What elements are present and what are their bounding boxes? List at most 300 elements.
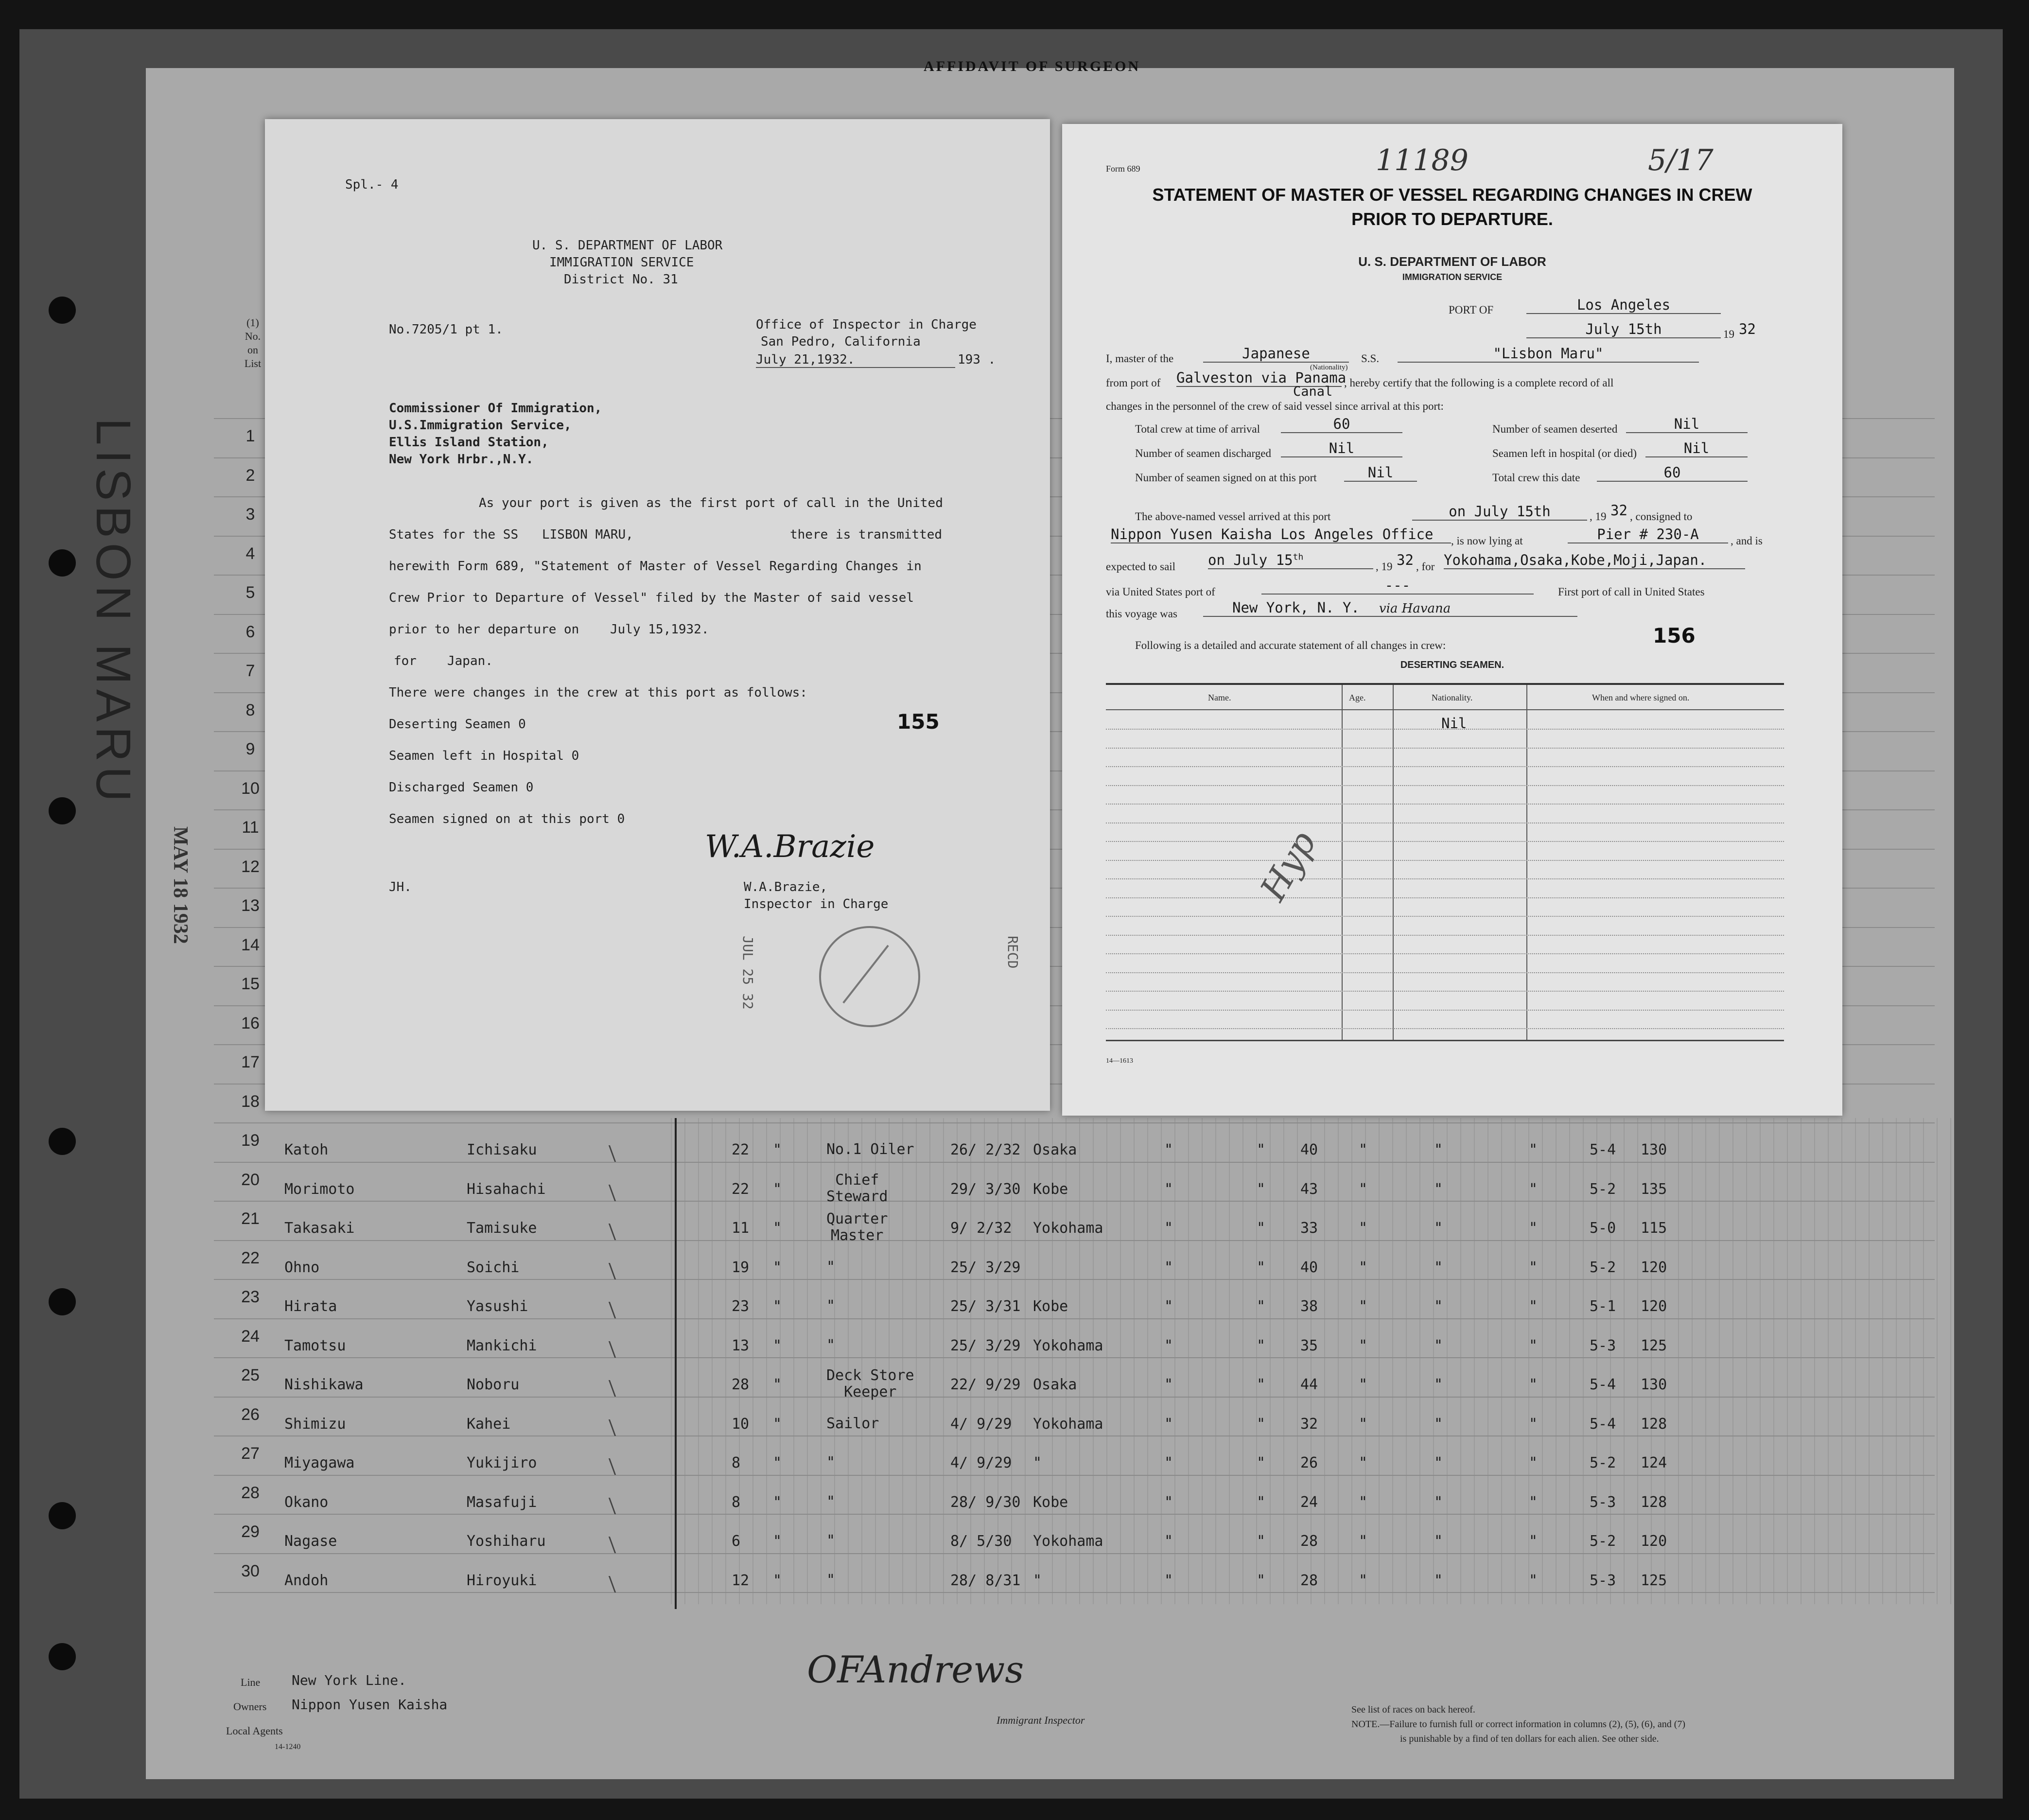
crew-age: 40 — [1300, 1141, 1318, 1158]
ditto-mark: " — [1529, 1533, 1538, 1550]
crew-engaged-place: Kobe — [1033, 1180, 1068, 1198]
letter-date: July 21,1932. — [756, 352, 955, 368]
crew-height: 5-2 — [1590, 1533, 1616, 1550]
footer-form-number: 14-1240 — [275, 1743, 301, 1751]
crew-weight: 115 — [1641, 1220, 1667, 1237]
letter-district: District No. 31 — [564, 272, 678, 287]
table-row-line — [1106, 897, 1784, 899]
port-value: Los Angeles — [1526, 297, 1721, 314]
deserting-seamen-heading: DESERTING SEAMEN. — [1400, 660, 1504, 670]
ditto-mark: " — [1434, 1337, 1443, 1354]
crew-height: 5-1 — [1590, 1298, 1616, 1315]
table-row — [0, 1572, 2029, 1601]
crew-family-name: Ohno — [284, 1259, 320, 1276]
col-header-age: Age. — [1349, 693, 1366, 702]
ditto-mark: " — [1164, 1533, 1173, 1550]
letter-ref: Spl.- 4 — [345, 177, 399, 192]
crew-age: 43 — [1300, 1180, 1318, 1198]
crew-family-name: Morimoto — [284, 1180, 355, 1198]
crew-engaged-date: 8/ 5/30 — [950, 1533, 1012, 1550]
ditto-mark: " — [1164, 1415, 1173, 1433]
row-number: 5 — [245, 583, 255, 602]
table-row-line — [1106, 878, 1784, 880]
crew-given-name: Noboru — [467, 1376, 520, 1393]
col-divider — [1393, 685, 1394, 1040]
table-row-line — [1106, 953, 1784, 955]
letter-address-line: Commissioner Of Immigration, — [389, 401, 602, 416]
sail-label: expected to sail — [1106, 560, 1176, 573]
crew-engaged-place: Yokohama — [1033, 1415, 1103, 1433]
crew-age: 28 — [1300, 1572, 1318, 1589]
row-number: 12 — [241, 857, 260, 876]
letter-address-line: Ellis Island Station, — [389, 435, 549, 450]
crew-weight: 125 — [1641, 1337, 1667, 1354]
column-label-line: on — [247, 344, 258, 356]
crew-given-name: Hiroyuki — [467, 1572, 537, 1589]
letter-signer-title: Inspector in Charge — [744, 897, 889, 911]
check-mark-icon — [600, 1302, 616, 1318]
changes-text: changes in the personnel of the crew of said vessel since arrival at this port: — [1106, 400, 1444, 412]
footer-note-penalty-cont: is punishable by a find of ten dollars for each alien. See other side. — [1400, 1733, 1659, 1744]
column-number: (1) — [246, 316, 259, 329]
ditto-mark: " — [1164, 1493, 1173, 1511]
crew-position-line: Keeper — [844, 1383, 897, 1400]
crew-family-name: Miyagawa — [284, 1454, 355, 1471]
arrived-year: 32 — [1610, 502, 1627, 519]
table-row-line — [1106, 785, 1784, 787]
crew-age: 40 — [1300, 1259, 1318, 1276]
row-number: 19 — [241, 1131, 260, 1150]
year-value: 32 — [1739, 321, 1756, 337]
ditto-mark: " — [1434, 1259, 1443, 1276]
check-mark-icon — [600, 1224, 616, 1240]
ditto-mark: " — [1529, 1180, 1538, 1198]
form-number: Form 689 — [1106, 164, 1140, 174]
ditto-mark: " — [1529, 1220, 1538, 1237]
ditto-mark: " — [773, 1298, 782, 1315]
letter-date-suffix: 193 . — [958, 352, 996, 367]
crew-weight: 120 — [1641, 1298, 1667, 1315]
ditto-mark: " — [1164, 1376, 1173, 1393]
crew-position — [826, 1172, 888, 1205]
column-label-line: List — [244, 357, 262, 369]
sail-year: 32 — [1397, 552, 1414, 568]
row-number: 26 — [241, 1405, 260, 1424]
crew-position-line: Chief — [835, 1171, 879, 1189]
footer-line-label: Line — [241, 1676, 261, 1688]
letter-body-line: There were changes in the crew at this port as follows: — [389, 685, 807, 700]
crew-weight: 128 — [1641, 1415, 1667, 1433]
crew-engaged-date: 4/ 9/29 — [950, 1454, 1012, 1471]
row-number: 2 — [245, 466, 255, 485]
crew-engaged-place: Osaka — [1033, 1141, 1077, 1158]
master-label: I, master of the — [1106, 352, 1174, 365]
letter-page-number: 155 — [897, 710, 940, 734]
col-divider — [1526, 685, 1527, 1040]
row-number: 30 — [241, 1561, 260, 1580]
from-port-value: Galveston via Panama — [1176, 369, 1347, 386]
handwritten-corner-mark: 5/17 — [1648, 143, 1714, 177]
crew-given-name: Masafuji — [467, 1493, 537, 1511]
row-number: 27 — [241, 1444, 260, 1463]
crew-position — [826, 1494, 835, 1510]
row-rule — [214, 1122, 1935, 1123]
ditto-mark: " — [773, 1180, 782, 1198]
form-689 — [1062, 124, 1842, 1116]
crew-age: 24 — [1300, 1493, 1318, 1511]
crew-position — [826, 1337, 835, 1354]
table-row — [0, 1494, 2029, 1523]
crew-position — [826, 1572, 835, 1589]
handwritten-initials: Hyp — [1252, 824, 1324, 908]
lying-label: , is now lying at — [1451, 535, 1523, 547]
arrived-label: The above-named vessel arrived at this port — [1135, 510, 1331, 523]
voyage-label: this voyage was — [1106, 608, 1177, 620]
crew-engaged-date: 25/ 3/29 — [950, 1259, 1021, 1276]
inspector-letter — [265, 119, 1050, 1111]
crew-engaged-place: Osaka — [1033, 1376, 1077, 1393]
row-number: 11 — [242, 818, 259, 837]
ditto-mark: " — [1434, 1572, 1443, 1589]
row-number: 14 — [241, 935, 260, 954]
ditto-mark: " — [1434, 1220, 1443, 1237]
arrived-value: on July 15th — [1412, 503, 1587, 521]
check-mark-icon — [600, 1145, 616, 1162]
table-row — [0, 1259, 2029, 1288]
letter-body-line: there is transmitted — [790, 527, 943, 542]
crew-given-name: Mankichi — [467, 1337, 537, 1354]
crew-weight: 130 — [1641, 1376, 1667, 1393]
crew-engaged-place: " — [1033, 1454, 1042, 1471]
crew-position — [826, 1298, 835, 1314]
crew-engaged-place: Yokohama — [1033, 1533, 1103, 1550]
ditto-mark: " — [1359, 1454, 1368, 1471]
crew-weight: 125 — [1641, 1572, 1667, 1589]
stamp-date: JUL 25 32 — [740, 936, 756, 1010]
ditto-mark: " — [1257, 1337, 1266, 1354]
ditto-mark: " — [1359, 1259, 1368, 1276]
crew-position-line: Master — [831, 1227, 884, 1244]
ditto-mark: " — [1164, 1337, 1173, 1354]
row-number: 23 — [241, 1288, 260, 1306]
form-dept: U. S. DEPARTMENT OF LABOR — [1358, 254, 1546, 269]
ditto-mark: " — [1434, 1180, 1443, 1198]
ditto-mark: " — [1359, 1572, 1368, 1589]
ditto-mark: " — [1434, 1533, 1443, 1550]
footer-line-value: New York Line. — [292, 1672, 407, 1688]
statement-date: July 15th — [1526, 321, 1721, 338]
ditto-mark: " — [773, 1572, 782, 1589]
crew-height: 5-4 — [1590, 1415, 1616, 1433]
crew-years-at-sea: 8 — [732, 1454, 741, 1471]
ditto-mark: " — [1164, 1180, 1173, 1198]
ditto-mark: " — [1359, 1180, 1368, 1198]
crew-position-line: No.1 Oiler — [826, 1141, 914, 1158]
crew-family-name: Nagase — [284, 1533, 337, 1550]
crew-position — [826, 1141, 914, 1158]
ditto-mark: " — [1164, 1298, 1173, 1315]
letter-body-line: for — [394, 654, 417, 668]
crew-weight: 120 — [1641, 1259, 1667, 1276]
crew-position-line: " — [826, 1571, 836, 1589]
crew-weight: 135 — [1641, 1180, 1667, 1198]
ditto-mark: " — [1257, 1298, 1266, 1315]
from-port-value-cont: Canal — [1293, 384, 1333, 399]
check-mark-icon — [600, 1537, 616, 1553]
for-label: , for — [1416, 560, 1435, 573]
letter-body-line: States for the SS — [389, 527, 519, 542]
first-port-label: First port of call in United States — [1558, 586, 1705, 598]
ditto-mark: " — [1434, 1493, 1443, 1511]
year-prefix: 19 — [1723, 328, 1734, 340]
crew-age: 28 — [1300, 1533, 1318, 1550]
ditto-mark: " — [1529, 1415, 1538, 1433]
ditto-mark: " — [1257, 1493, 1266, 1511]
inspector-signature: OFAndrews — [807, 1648, 1024, 1691]
crew-years-at-sea: 13 — [732, 1337, 750, 1354]
ditto-mark: " — [1164, 1141, 1173, 1158]
crew-family-name: Nishikawa — [284, 1376, 364, 1393]
footer-owners-label: Owners — [233, 1700, 267, 1713]
crew-age: 26 — [1300, 1454, 1318, 1471]
crew-height: 5-2 — [1590, 1454, 1616, 1471]
total-arrival-value: 60 — [1281, 416, 1402, 433]
and-is-text: , and is — [1731, 535, 1763, 547]
crew-family-name: Andoh — [284, 1572, 329, 1589]
via-label: via United States port of — [1106, 586, 1215, 598]
form-title: STATEMENT OF MASTER OF VESSEL REGARDING CHANGES IN CREW — [1152, 185, 1752, 205]
crew-years-at-sea: 6 — [732, 1533, 741, 1550]
handwritten-file-number: 11189 — [1376, 143, 1469, 177]
destination-value: Yokohama,Osaka,Kobe,Moji,Japan. — [1444, 552, 1745, 569]
ditto-mark: " — [1529, 1572, 1538, 1589]
ditto-mark: " — [1359, 1337, 1368, 1354]
letter-office-location: San Pedro, California — [761, 334, 921, 349]
letter-departure-date: July 15,1932. — [610, 622, 709, 637]
row-number: 16 — [241, 1014, 260, 1032]
crew-engaged-date: 25/ 3/31 — [950, 1298, 1021, 1315]
row-number: 6 — [245, 622, 255, 641]
crew-family-name: Takasaki — [284, 1220, 355, 1237]
table-row-line — [1106, 804, 1784, 805]
table-row-line — [1106, 766, 1784, 768]
crew-height: 5-3 — [1590, 1337, 1616, 1354]
ditto-mark: " — [773, 1141, 782, 1158]
vertical-ship-name: LISBON MARU — [86, 418, 140, 807]
crew-family-name: Shimizu — [284, 1415, 346, 1433]
first-port-value: New York, N. Y. — [1232, 599, 1360, 616]
ditto-mark: " — [1529, 1141, 1538, 1158]
form-service: IMMIGRATION SERVICE — [1402, 272, 1503, 282]
crew-position-line: " — [826, 1532, 836, 1549]
col-header-signed-on: When and where signed on. — [1592, 693, 1690, 702]
arrived-year-prefix: , 19 — [1590, 510, 1607, 523]
row-number: 24 — [241, 1327, 260, 1346]
hospital-value: Nil — [1645, 440, 1748, 457]
table-row-line — [1106, 822, 1784, 824]
letter-item: Deserting Seamen 0 — [389, 717, 526, 732]
letter-item: Discharged Seamen 0 — [389, 780, 534, 795]
row-number: 3 — [245, 505, 255, 524]
check-mark-icon — [600, 1498, 616, 1514]
ditto-mark: " — [1257, 1415, 1266, 1433]
table-row — [0, 1454, 2029, 1484]
letter-body-line: prior to her departure on — [389, 622, 579, 637]
form-print-number: 14—1613 — [1106, 1057, 1133, 1065]
crew-position-line: " — [826, 1493, 836, 1510]
table-row-line — [1106, 991, 1784, 992]
ditto-mark: " — [1359, 1415, 1368, 1433]
certify-text: , hereby certify that the following is a complete record of all — [1344, 377, 1614, 389]
ditto-mark: " — [1359, 1533, 1368, 1550]
ditto-mark: " — [1164, 1454, 1173, 1471]
consignee-value: Nippon Yusen Kaisha Los Angeles Office — [1111, 526, 1451, 543]
crew-height: 5-4 — [1590, 1141, 1616, 1158]
nationality-entry: Nil — [1441, 715, 1467, 732]
check-mark-icon — [600, 1419, 616, 1436]
signed-on-label: Number of seamen signed on at this port — [1135, 472, 1317, 484]
row-number: 20 — [241, 1170, 260, 1189]
crew-weight: 128 — [1641, 1493, 1667, 1511]
crew-years-at-sea: 22 — [732, 1141, 750, 1158]
crew-engaged-place: Kobe — [1033, 1493, 1068, 1511]
crew-family-name: Hirata — [284, 1298, 337, 1315]
crew-position — [826, 1211, 888, 1244]
check-mark-icon — [600, 1380, 616, 1397]
ditto-mark: " — [773, 1376, 782, 1393]
sail-date: on July 15 — [1208, 552, 1293, 568]
stamp-recd: RECD — [1005, 936, 1021, 969]
crew-years-at-sea: 10 — [732, 1415, 750, 1433]
crew-age: 35 — [1300, 1337, 1318, 1354]
lying-value: Pier # 230-A — [1568, 526, 1728, 543]
row-number: 13 — [241, 896, 260, 915]
letter-ship-name: LISBON MARU, — [542, 527, 633, 542]
crew-position — [826, 1416, 879, 1432]
crew-given-name: Yasushi — [467, 1298, 528, 1315]
deserting-seamen-table — [1106, 683, 1784, 1041]
ss-label: S.S. — [1361, 352, 1380, 365]
table-row-line — [1106, 1028, 1784, 1030]
crew-height: 5-0 — [1590, 1220, 1616, 1237]
crew-years-at-sea: 22 — [732, 1180, 750, 1198]
letter-address-line: New York Hrbr.,N.Y. — [389, 452, 534, 467]
table-row — [0, 1337, 2029, 1366]
check-mark-icon — [600, 1576, 616, 1592]
ditto-mark: " — [1359, 1141, 1368, 1158]
crew-weight: 124 — [1641, 1454, 1667, 1471]
ditto-mark: " — [1359, 1298, 1368, 1315]
crew-engaged-date: 25/ 3/29 — [950, 1337, 1021, 1354]
crew-position — [826, 1454, 835, 1471]
row-number: 9 — [245, 740, 255, 758]
sail-value — [1208, 552, 1373, 569]
row-number: 15 — [241, 975, 260, 993]
ditto-mark: " — [1529, 1298, 1538, 1315]
col-header-nationality: Nationality. — [1432, 693, 1473, 702]
table-row-line — [1106, 860, 1784, 861]
consigned-label: , consigned to — [1630, 510, 1693, 523]
crew-given-name: Tamisuke — [467, 1220, 537, 1237]
crew-position — [826, 1259, 835, 1276]
ditto-mark: " — [1257, 1180, 1266, 1198]
ditto-mark: " — [773, 1454, 782, 1471]
ditto-mark: " — [1257, 1454, 1266, 1471]
letter-body-line: herewith Form 689, "Statement of Master of Vessel Regarding Changes in — [389, 559, 922, 574]
crew-years-at-sea: 8 — [732, 1493, 741, 1511]
total-date-value: 60 — [1597, 464, 1748, 482]
crew-engaged-date: 29/ 3/30 — [950, 1180, 1021, 1198]
letter-body-line: Crew Prior to Departure of Vessel" filed by the Master of said vessel — [389, 591, 914, 605]
row-number: 1 — [245, 427, 255, 445]
crew-height: 5-4 — [1590, 1376, 1616, 1393]
ditto-mark: " — [1257, 1533, 1266, 1550]
ditto-mark: " — [1257, 1141, 1266, 1158]
crew-height: 5-3 — [1590, 1572, 1616, 1589]
footer-owners-value: Nippon Yusen Kaisha — [292, 1697, 448, 1713]
binder-hole — [49, 549, 76, 577]
crew-age: 38 — [1300, 1298, 1318, 1315]
ditto-mark: " — [1257, 1376, 1266, 1393]
ditto-mark: " — [773, 1415, 782, 1433]
crew-family-name: Katoh — [284, 1141, 329, 1158]
crew-years-at-sea: 12 — [732, 1572, 750, 1589]
ditto-mark: " — [1434, 1376, 1443, 1393]
deserted-label: Number of seamen deserted — [1492, 423, 1618, 435]
table-row-line — [1106, 916, 1784, 917]
row-number: 7 — [245, 662, 255, 680]
crew-years-at-sea: 23 — [732, 1298, 750, 1315]
crew-position — [826, 1533, 835, 1549]
crew-height: 5-2 — [1590, 1180, 1616, 1198]
crew-engaged-date: 28/ 9/30 — [950, 1493, 1021, 1511]
column-label-line: No. — [245, 330, 261, 342]
crew-position-line: " — [826, 1454, 836, 1471]
col-header-name: Name. — [1208, 693, 1231, 702]
sail-date-suffix: th — [1293, 552, 1304, 562]
table-row — [0, 1141, 2029, 1171]
ditto-mark: " — [1529, 1259, 1538, 1276]
ditto-mark: " — [1359, 1493, 1368, 1511]
letter-signer-name: W.A.Brazie, — [744, 880, 828, 894]
ditto-mark: " — [1359, 1220, 1368, 1237]
table-row — [0, 1298, 2029, 1327]
crew-given-name: Yukijiro — [467, 1454, 537, 1471]
signed-on-value: Nil — [1344, 464, 1417, 482]
total-arrival-label: Total crew at time of arrival — [1135, 423, 1260, 435]
table-row-line — [1106, 972, 1784, 974]
letter-initials: JH. — [389, 880, 412, 894]
row-number: 25 — [241, 1366, 260, 1384]
crew-age: 33 — [1300, 1220, 1318, 1237]
received-date-stamp: MAY 18 1932 — [169, 826, 192, 944]
crew-years-at-sea: 11 — [732, 1220, 750, 1237]
col-divider — [1342, 685, 1343, 1040]
crew-engaged-place: " — [1033, 1572, 1042, 1589]
crew-engaged-date: 28/ 8/31 — [950, 1572, 1021, 1589]
ditto-mark: " — [773, 1533, 782, 1550]
voyage-value — [1203, 599, 1577, 617]
binder-hole — [49, 797, 76, 824]
crew-position-line: " — [826, 1336, 836, 1354]
ledger-top-title: AFFIDAVIT OF SURGEON — [924, 58, 1141, 74]
deserted-value: Nil — [1626, 416, 1748, 433]
letter-signature: W.A.Brazie — [705, 829, 875, 865]
stamp-mark — [842, 945, 889, 1004]
ditto-mark: " — [1359, 1376, 1368, 1393]
table-row-line — [1106, 935, 1784, 936]
crew-engaged-date: 9/ 2/32 — [950, 1220, 1012, 1237]
